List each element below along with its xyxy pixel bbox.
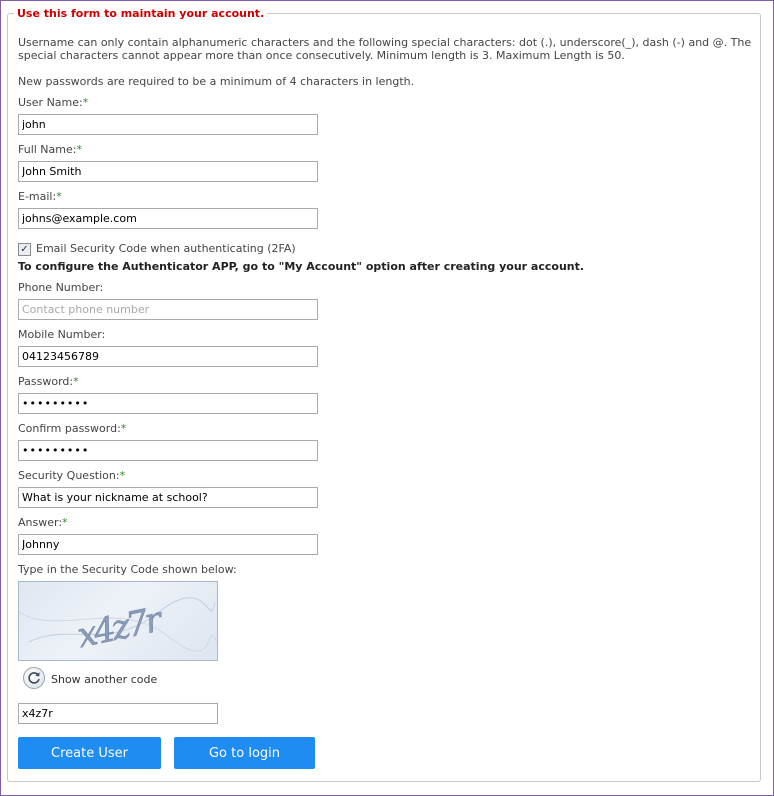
password-label: Password:* bbox=[18, 375, 79, 388]
create-user-button[interactable]: Create User bbox=[18, 737, 161, 769]
password-input[interactable] bbox=[18, 393, 318, 414]
mobile-label: Mobile Number: bbox=[18, 328, 106, 341]
fullname-input[interactable] bbox=[18, 161, 318, 182]
email-label: E-mail:* bbox=[18, 190, 62, 203]
twofa-checkbox[interactable] bbox=[18, 243, 31, 256]
fullname-label: Full Name:* bbox=[18, 143, 82, 156]
answer-input[interactable] bbox=[18, 534, 318, 555]
captcha-graphic bbox=[19, 582, 217, 660]
confirm-password-label: Confirm password:* bbox=[18, 422, 127, 435]
captcha-text: x4z7r bbox=[74, 600, 163, 657]
security-question-label: Security Question:* bbox=[18, 469, 126, 482]
email-input[interactable] bbox=[18, 208, 318, 229]
username-rules-text: Username can only contain alphanumeric characters and the following special characters: dot (.), underscore(_), dash (-) and @. The special characters cannot appear more than once consecutively. Minimum length is 3. Maximum Length is 50. bbox=[18, 36, 752, 62]
required-marker: * bbox=[62, 516, 68, 529]
required-marker: * bbox=[76, 143, 82, 156]
twofa-label: Email Security Code when authenticating (2FA) bbox=[36, 242, 296, 255]
security-question-input[interactable] bbox=[18, 487, 318, 508]
show-another-code-link[interactable]: Show another code bbox=[51, 673, 158, 686]
password-rule-text: New passwords are required to be a minimum of 4 characters in length. bbox=[18, 75, 415, 88]
go-to-login-button[interactable]: Go to login bbox=[174, 737, 315, 769]
required-marker: * bbox=[73, 375, 79, 388]
refresh-icon[interactable] bbox=[23, 667, 45, 689]
phone-label: Phone Number: bbox=[18, 281, 104, 294]
captcha-input[interactable] bbox=[18, 703, 218, 724]
authenticator-note: To configure the Authenticator APP, go to "My Account" option after creating your account. bbox=[18, 260, 585, 273]
required-marker: * bbox=[120, 422, 127, 435]
mobile-input[interactable] bbox=[18, 346, 318, 367]
required-marker: * bbox=[56, 190, 62, 203]
form-legend: Use this form to maintain your account. bbox=[17, 7, 265, 20]
captcha-image bbox=[18, 581, 218, 661]
username-label: User Name:* bbox=[18, 96, 89, 109]
username-input[interactable] bbox=[18, 114, 318, 135]
phone-input[interactable] bbox=[18, 299, 318, 320]
answer-label: Answer:* bbox=[18, 516, 68, 529]
confirm-password-input[interactable] bbox=[18, 440, 318, 461]
captcha-label: Type in the Security Code shown below: bbox=[18, 563, 237, 576]
checkmark-icon: ✓ bbox=[20, 244, 29, 255]
required-marker: * bbox=[82, 96, 89, 109]
required-marker: * bbox=[119, 469, 126, 482]
